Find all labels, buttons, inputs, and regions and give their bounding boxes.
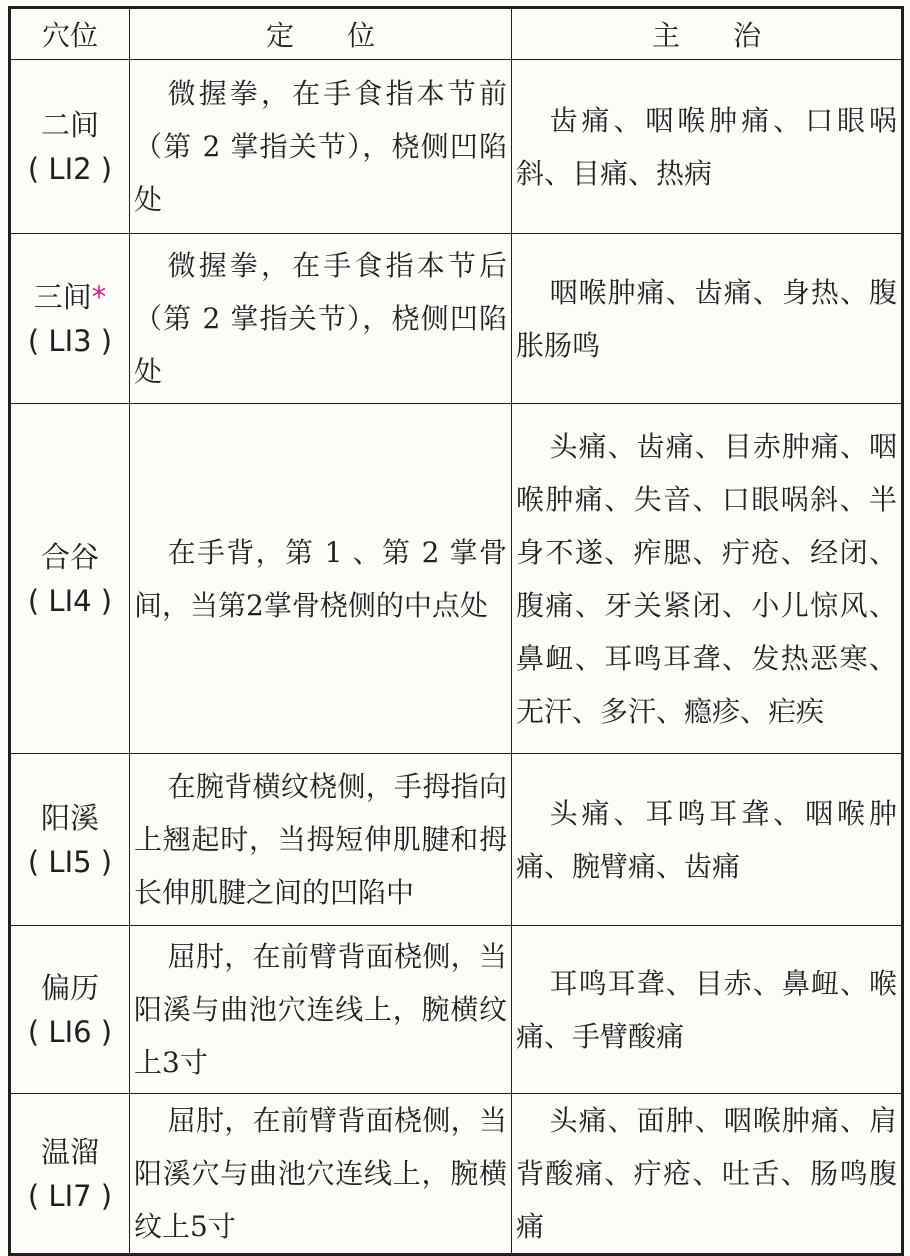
point-name: 偏历 [40, 970, 99, 1005]
location-cell [130, 234, 512, 404]
location-text: 微握拳，在手食指本节后（第 2 掌指关节），桡侧凹陷处 [134, 249, 507, 388]
point-name: 合谷 [40, 539, 99, 574]
point-name-cell [10, 926, 130, 1094]
point-code: ( LI2 ) [27, 151, 113, 186]
location-text: 屈肘，在前臂背面桡侧，当阳溪与曲池穴连线上，腕横纹上3寸 [134, 940, 507, 1079]
location-cell [130, 60, 512, 234]
point-name: 三间 [33, 279, 92, 314]
point-name-cell [10, 234, 130, 404]
table-row [10, 404, 903, 754]
header-location: 定 位 [130, 8, 512, 60]
location-cell [130, 404, 512, 754]
location-text: 在腕背横纹桡侧，手拇指向上翘起时，当拇短伸肌腱和拇长伸肌腱之间的凹陷中 [134, 770, 507, 909]
location-cell [130, 1094, 512, 1255]
indications-text: 咽喉肿痛、齿痛、身热、腹胀肠鸣 [516, 275, 897, 362]
header-point: 穴位 [10, 8, 130, 60]
indications-text: 头痛、齿痛、目赤肿痛、咽喉肿痛、失音、口眼㖞斜、半身不遂、痄腮、疔疮、经闭、腹痛、牙关紧闭、小儿惊风、鼻衄、耳鸣耳聋、发热恶寒、无汗、多汗、瘾疹、疟疾 [516, 429, 897, 728]
point-code: ( LI3 ) [27, 323, 113, 358]
point-name-cell [10, 1094, 130, 1255]
point-name: 阳溪 [40, 800, 99, 835]
table-row [10, 234, 903, 404]
indications-cell [512, 234, 903, 404]
table-row [10, 926, 903, 1094]
point-name: 温溜 [40, 1134, 99, 1169]
indications-text: 耳鸣耳聋、目赤、鼻衄、喉痛、手臂酸痛 [516, 966, 897, 1053]
point-code: ( LI7 ) [27, 1178, 113, 1213]
indications-text: 齿痛、咽喉肿痛、口眼㖞斜、目痛、热病 [516, 103, 897, 190]
point-name: 二间 [40, 107, 99, 142]
table-row [10, 1094, 903, 1255]
indications-cell [512, 404, 903, 754]
header-row [10, 8, 903, 60]
indications-text: 头痛、耳鸣耳聋、咽喉肿痛、腕臂痛、齿痛 [516, 796, 897, 883]
location-cell [130, 926, 512, 1094]
table-row [10, 60, 903, 234]
point-code: ( LI6 ) [27, 1014, 113, 1049]
point-name-cell [10, 754, 130, 926]
location-text: 屈肘，在前臂背面桡侧，当阳溪穴与曲池穴连线上，腕横纹上5寸 [134, 1104, 507, 1243]
table-row [10, 754, 903, 926]
key-point-marker: * [91, 279, 107, 314]
location-text: 微握拳，在手食指本节前（第 2 掌指关节），桡侧凹陷处 [134, 77, 507, 216]
location-text: 在手背，第 1 、第 2 掌骨间，当第2掌骨桡侧的中点处 [134, 535, 507, 622]
indications-cell [512, 926, 903, 1094]
indications-cell [512, 754, 903, 926]
indications-cell [512, 1094, 903, 1255]
point-name-cell [10, 60, 130, 234]
location-cell [130, 754, 512, 926]
indications-cell [512, 60, 903, 234]
point-name-cell [10, 404, 130, 754]
point-code: ( LI5 ) [27, 844, 113, 879]
acupoint-table [8, 6, 904, 1256]
indications-text: 头痛、面肿、咽喉肿痛、肩背酸痛、疔疮、吐舌、肠鸣腹痛 [516, 1104, 897, 1243]
header-indications: 主 治 [512, 8, 903, 60]
point-code: ( LI4 ) [27, 583, 113, 618]
